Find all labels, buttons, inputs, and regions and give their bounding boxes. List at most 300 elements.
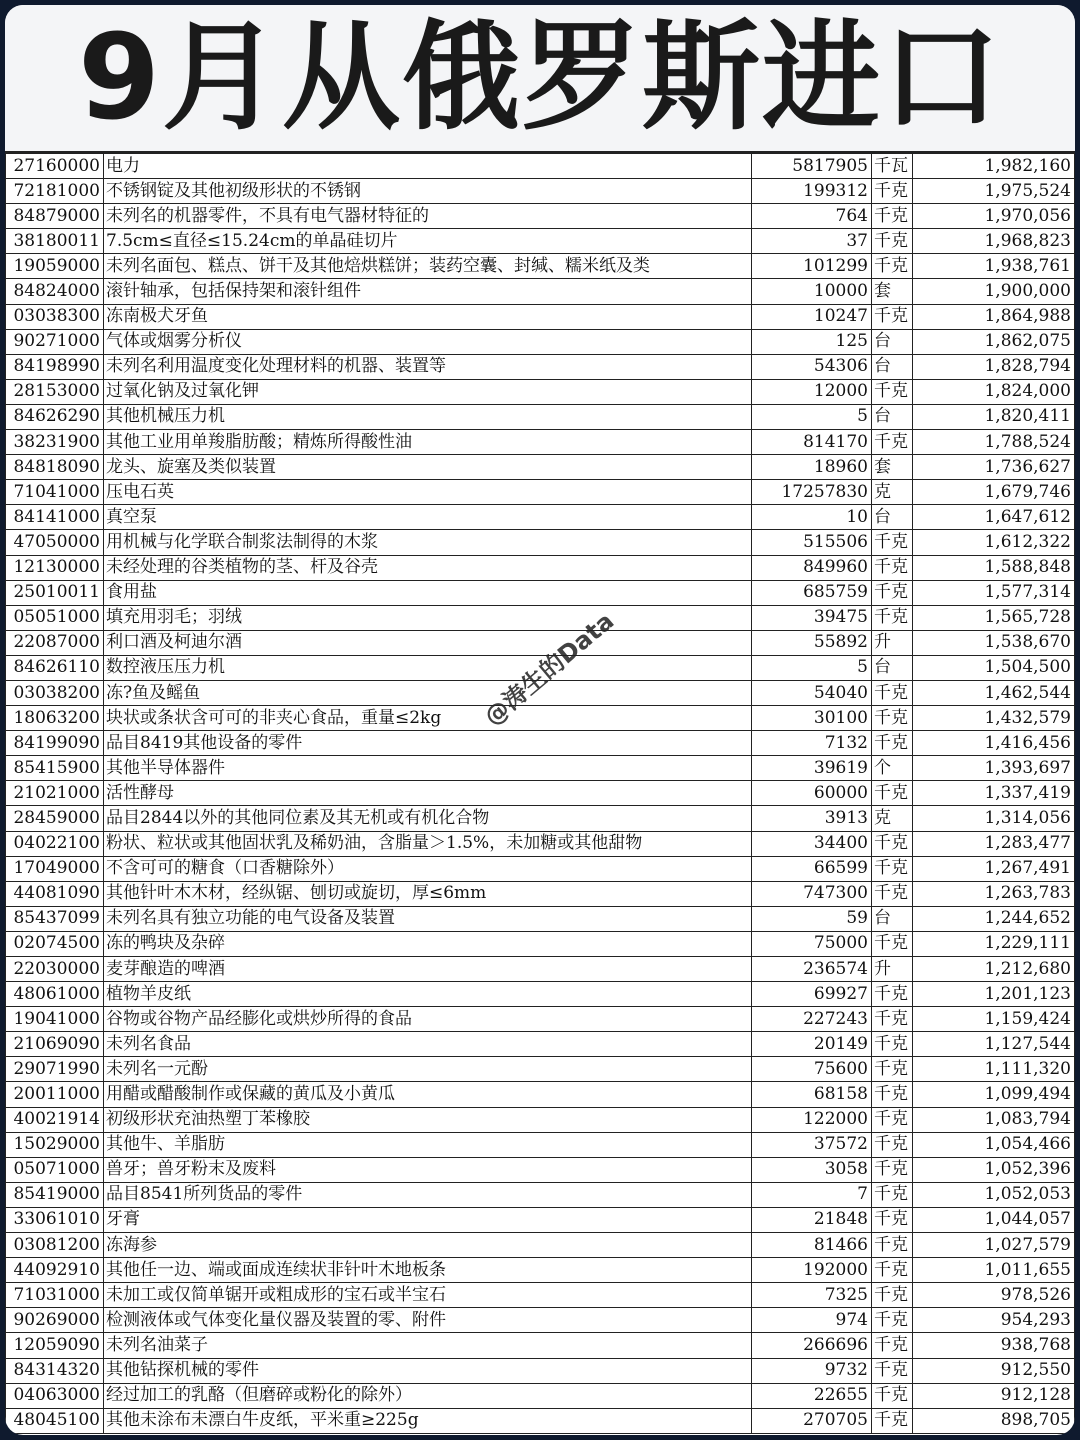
value-cell: 1,229,111 bbox=[913, 931, 1075, 956]
hs-code-cell: 71031000 bbox=[6, 1283, 104, 1308]
quantity-cell: 39475 bbox=[752, 605, 872, 630]
product-name-cell: 其他工业用单羧脂肪酸；精炼所得酸性油 bbox=[104, 430, 752, 455]
table-row bbox=[6, 1182, 1075, 1207]
unit-cell: 千克 bbox=[872, 254, 913, 279]
hs-code-cell: 44081090 bbox=[6, 881, 104, 906]
table-row bbox=[6, 906, 1075, 931]
table-row bbox=[6, 1207, 1075, 1232]
product-name-cell: 谷物或谷物产品经膨化或烘炒所得的食品 bbox=[104, 1007, 752, 1032]
value-cell: 1,504,500 bbox=[913, 655, 1075, 680]
hs-code-cell: 28459000 bbox=[6, 806, 104, 831]
table-row bbox=[6, 354, 1075, 379]
unit-cell: 套 bbox=[872, 279, 913, 304]
product-name-cell: 利口酒及柯迪尔酒 bbox=[104, 630, 752, 655]
unit-cell: 台 bbox=[872, 906, 913, 931]
unit-cell: 千克 bbox=[872, 856, 913, 881]
quantity-cell: 54040 bbox=[752, 680, 872, 705]
unit-cell: 千克 bbox=[872, 982, 913, 1007]
product-name-cell: 其他未涂布未漂白牛皮纸，平米重≥225g bbox=[104, 1408, 752, 1433]
quantity-cell: 17257830 bbox=[752, 480, 872, 505]
product-name-cell: 7.5cm≤直径≤15.24cm的单晶硅切片 bbox=[104, 229, 752, 254]
product-name-cell: 其他钻探机械的零件 bbox=[104, 1358, 752, 1383]
value-cell: 912,550 bbox=[913, 1358, 1075, 1383]
value-cell: 1,828,794 bbox=[913, 354, 1075, 379]
quantity-cell: 101299 bbox=[752, 254, 872, 279]
unit-cell: 台 bbox=[872, 329, 913, 354]
product-name-cell: 填充用羽毛；羽绒 bbox=[104, 605, 752, 630]
value-cell: 1,938,761 bbox=[913, 254, 1075, 279]
unit-cell: 千克 bbox=[872, 1408, 913, 1433]
value-cell: 1,824,000 bbox=[913, 379, 1075, 404]
hs-code-cell: 44092910 bbox=[6, 1258, 104, 1283]
table-row bbox=[6, 1383, 1075, 1408]
table-row bbox=[6, 580, 1075, 605]
quantity-cell: 30100 bbox=[752, 706, 872, 731]
hs-code-cell: 28153000 bbox=[6, 379, 104, 404]
value-cell: 1,679,746 bbox=[913, 480, 1075, 505]
hs-code-cell: 85415900 bbox=[6, 756, 104, 781]
product-name-cell: 未列名油菜子 bbox=[104, 1333, 752, 1358]
hs-code-cell: 04022100 bbox=[6, 831, 104, 856]
import-table-container bbox=[5, 151, 1075, 1435]
product-name-cell: 未列名利用温度变化处理材料的机器、装置等 bbox=[104, 354, 752, 379]
value-cell: 1,159,424 bbox=[913, 1007, 1075, 1032]
quantity-cell: 22655 bbox=[752, 1383, 872, 1408]
unit-cell: 千克 bbox=[872, 580, 913, 605]
table-row bbox=[6, 881, 1075, 906]
quantity-cell: 75600 bbox=[752, 1057, 872, 1082]
product-name-cell: 电力 bbox=[104, 154, 752, 179]
value-cell: 1,820,411 bbox=[913, 404, 1075, 429]
hs-code-cell: 84198990 bbox=[6, 354, 104, 379]
unit-cell: 千克 bbox=[872, 1182, 913, 1207]
quantity-cell: 54306 bbox=[752, 354, 872, 379]
table-row bbox=[6, 1408, 1075, 1433]
quantity-cell: 5 bbox=[752, 404, 872, 429]
product-name-cell: 植物羊皮纸 bbox=[104, 982, 752, 1007]
table-row bbox=[6, 505, 1075, 530]
product-name-cell: 其他机械压力机 bbox=[104, 404, 752, 429]
product-name-cell: 未列名食品 bbox=[104, 1032, 752, 1057]
value-cell: 1,011,655 bbox=[913, 1258, 1075, 1283]
quantity-cell: 20149 bbox=[752, 1032, 872, 1057]
quantity-cell: 5 bbox=[752, 655, 872, 680]
value-cell: 1,788,524 bbox=[913, 430, 1075, 455]
hs-code-cell: 85419000 bbox=[6, 1182, 104, 1207]
hs-code-cell: 19041000 bbox=[6, 1007, 104, 1032]
unit-cell: 千克 bbox=[872, 1308, 913, 1333]
unit-cell: 千克 bbox=[872, 680, 913, 705]
value-cell: 1,314,056 bbox=[913, 806, 1075, 831]
hs-code-cell: 22030000 bbox=[6, 957, 104, 982]
value-cell: 954,293 bbox=[913, 1308, 1075, 1333]
unit-cell: 升 bbox=[872, 957, 913, 982]
table-row bbox=[6, 1283, 1075, 1308]
quantity-cell: 125 bbox=[752, 329, 872, 354]
product-name-cell: 不含可可的糖食（口香糖除外） bbox=[104, 856, 752, 881]
value-cell: 1,044,057 bbox=[913, 1207, 1075, 1232]
product-name-cell: 初级形状充油热塑丁苯橡胶 bbox=[104, 1107, 752, 1132]
table-row bbox=[6, 856, 1075, 881]
value-cell: 1,283,477 bbox=[913, 831, 1075, 856]
unit-cell: 台 bbox=[872, 404, 913, 429]
quantity-cell: 3058 bbox=[752, 1157, 872, 1182]
value-cell: 1,538,670 bbox=[913, 630, 1075, 655]
unit-cell: 千克 bbox=[872, 605, 913, 630]
product-name-cell: 粉状、粒状或其他固状乳及稀奶油，含脂量＞1.5%，未加糖或其他甜物 bbox=[104, 831, 752, 856]
table-row bbox=[6, 430, 1075, 455]
product-name-cell: 活性酵母 bbox=[104, 781, 752, 806]
hs-code-cell: 48045100 bbox=[6, 1408, 104, 1433]
value-cell: 938,768 bbox=[913, 1333, 1075, 1358]
import-table-body bbox=[6, 154, 1075, 1434]
table-row bbox=[6, 279, 1075, 304]
product-name-cell: 品目8541所列货品的零件 bbox=[104, 1182, 752, 1207]
quantity-cell: 192000 bbox=[752, 1258, 872, 1283]
quantity-cell: 37572 bbox=[752, 1132, 872, 1157]
table-row bbox=[6, 204, 1075, 229]
product-name-cell: 滚针轴承，包括保持架和滚针组件 bbox=[104, 279, 752, 304]
hs-code-cell: 84818090 bbox=[6, 455, 104, 480]
product-name-cell: 未列名具有独立功能的电气设备及装置 bbox=[104, 906, 752, 931]
product-name-cell: 用醋或醋酸制作或保藏的黄瓜及小黄瓜 bbox=[104, 1082, 752, 1107]
value-cell: 1,970,056 bbox=[913, 204, 1075, 229]
unit-cell: 千克 bbox=[872, 1358, 913, 1383]
value-cell: 1,337,419 bbox=[913, 781, 1075, 806]
value-cell: 1,127,544 bbox=[913, 1032, 1075, 1057]
product-name-cell: 未列名面包、糕点、饼干及其他焙烘糕饼；装药空囊、封缄、糯米纸及类 bbox=[104, 254, 752, 279]
product-name-cell: 过氧化钠及过氧化钾 bbox=[104, 379, 752, 404]
unit-cell: 千克 bbox=[872, 1057, 913, 1082]
unit-cell: 千克 bbox=[872, 731, 913, 756]
table-row bbox=[6, 1132, 1075, 1157]
hs-code-cell: 05051000 bbox=[6, 605, 104, 630]
table-row bbox=[6, 555, 1075, 580]
quantity-cell: 236574 bbox=[752, 957, 872, 982]
product-name-cell: 其他任一边、端或面成连续状非针叶木地板条 bbox=[104, 1258, 752, 1283]
quantity-cell: 69927 bbox=[752, 982, 872, 1007]
product-name-cell: 兽牙；兽牙粉末及废料 bbox=[104, 1157, 752, 1182]
unit-cell: 千克 bbox=[872, 204, 913, 229]
quantity-cell: 7 bbox=[752, 1182, 872, 1207]
table-row bbox=[6, 379, 1075, 404]
unit-cell: 千克 bbox=[872, 179, 913, 204]
unit-cell: 台 bbox=[872, 655, 913, 680]
table-row bbox=[6, 1057, 1075, 1082]
product-name-cell: 压电石英 bbox=[104, 480, 752, 505]
unit-cell: 千瓦 bbox=[872, 154, 913, 179]
unit-cell: 千克 bbox=[872, 1283, 913, 1308]
hs-code-cell: 47050000 bbox=[6, 530, 104, 555]
unit-cell: 克 bbox=[872, 480, 913, 505]
unit-cell: 千克 bbox=[872, 530, 913, 555]
value-cell: 1,612,322 bbox=[913, 530, 1075, 555]
value-cell: 1,263,783 bbox=[913, 881, 1075, 906]
value-cell: 1,968,823 bbox=[913, 229, 1075, 254]
quantity-cell: 747300 bbox=[752, 881, 872, 906]
title-banner bbox=[5, 5, 1075, 151]
table-row bbox=[6, 1258, 1075, 1283]
hs-code-cell: 84314320 bbox=[6, 1358, 104, 1383]
hs-code-cell: 84199090 bbox=[6, 731, 104, 756]
hs-code-cell: 84626110 bbox=[6, 655, 104, 680]
quantity-cell: 10 bbox=[752, 505, 872, 530]
table-row bbox=[6, 706, 1075, 731]
page-frame bbox=[5, 5, 1075, 1435]
value-cell: 898,705 bbox=[913, 1408, 1075, 1433]
product-name-cell: 品目8419其他设备的零件 bbox=[104, 731, 752, 756]
value-cell: 1,201,123 bbox=[913, 982, 1075, 1007]
hs-code-cell: 22087000 bbox=[6, 630, 104, 655]
table-row bbox=[6, 831, 1075, 856]
product-name-cell: 经过加工的乳酪（但磨碎或粉化的除外） bbox=[104, 1383, 752, 1408]
quantity-cell: 10000 bbox=[752, 279, 872, 304]
product-name-cell: 其他牛、羊脂肪 bbox=[104, 1132, 752, 1157]
table-row bbox=[6, 982, 1075, 1007]
product-name-cell: 未列名一元酚 bbox=[104, 1057, 752, 1082]
unit-cell: 千克 bbox=[872, 379, 913, 404]
unit-cell: 千克 bbox=[872, 931, 913, 956]
value-cell: 1,647,612 bbox=[913, 505, 1075, 530]
table-row bbox=[6, 304, 1075, 329]
product-name-cell: 牙膏 bbox=[104, 1207, 752, 1232]
unit-cell: 千克 bbox=[872, 1082, 913, 1107]
product-name-cell: 其他半导体器件 bbox=[104, 756, 752, 781]
unit-cell: 千克 bbox=[872, 1383, 913, 1408]
hs-code-cell: 90269000 bbox=[6, 1308, 104, 1333]
product-name-cell: 龙头、旋塞及类似装置 bbox=[104, 455, 752, 480]
unit-cell: 千克 bbox=[872, 1107, 913, 1132]
table-row bbox=[6, 254, 1075, 279]
unit-cell: 升 bbox=[872, 630, 913, 655]
import-table bbox=[5, 153, 1075, 1434]
hs-code-cell: 25010011 bbox=[6, 580, 104, 605]
hs-code-cell: 18063200 bbox=[6, 706, 104, 731]
unit-cell: 台 bbox=[872, 505, 913, 530]
table-row bbox=[6, 781, 1075, 806]
hs-code-cell: 85437099 bbox=[6, 906, 104, 931]
value-cell: 1,736,627 bbox=[913, 455, 1075, 480]
hs-code-cell: 21069090 bbox=[6, 1032, 104, 1057]
table-row bbox=[6, 957, 1075, 982]
table-row bbox=[6, 1233, 1075, 1258]
unit-cell: 千克 bbox=[872, 304, 913, 329]
hs-code-cell: 12059090 bbox=[6, 1333, 104, 1358]
quantity-cell: 515506 bbox=[752, 530, 872, 555]
product-name-cell: 冻海参 bbox=[104, 1233, 752, 1258]
quantity-cell: 764 bbox=[752, 204, 872, 229]
product-name-cell: 未经处理的谷类植物的茎、杆及谷壳 bbox=[104, 555, 752, 580]
quantity-cell: 227243 bbox=[752, 1007, 872, 1032]
quantity-cell: 685759 bbox=[752, 580, 872, 605]
value-cell: 1,416,456 bbox=[913, 731, 1075, 756]
hs-code-cell: 19059000 bbox=[6, 254, 104, 279]
quantity-cell: 81466 bbox=[752, 1233, 872, 1258]
hs-code-cell: 84626290 bbox=[6, 404, 104, 429]
product-name-cell: 食用盐 bbox=[104, 580, 752, 605]
hs-code-cell: 04063000 bbox=[6, 1383, 104, 1408]
value-cell: 1,083,794 bbox=[913, 1107, 1075, 1132]
quantity-cell: 7132 bbox=[752, 731, 872, 756]
value-cell: 978,526 bbox=[913, 1283, 1075, 1308]
unit-cell: 千克 bbox=[872, 1032, 913, 1057]
product-name-cell: 冻?鱼及鳐鱼 bbox=[104, 680, 752, 705]
product-name-cell: 冻的鸭块及杂碎 bbox=[104, 931, 752, 956]
hs-code-cell: 12130000 bbox=[6, 555, 104, 580]
product-name-cell: 其他针叶木木材，经纵锯、刨切或旋切，厚≤6mm bbox=[104, 881, 752, 906]
table-row bbox=[6, 931, 1075, 956]
value-cell: 1,565,728 bbox=[913, 605, 1075, 630]
hs-code-cell: 84141000 bbox=[6, 505, 104, 530]
quantity-cell: 34400 bbox=[752, 831, 872, 856]
unit-cell: 个 bbox=[872, 756, 913, 781]
unit-cell: 套 bbox=[872, 455, 913, 480]
value-cell: 1,052,396 bbox=[913, 1157, 1075, 1182]
unit-cell: 千克 bbox=[872, 555, 913, 580]
unit-cell: 千克 bbox=[872, 1157, 913, 1182]
table-row bbox=[6, 229, 1075, 254]
table-row bbox=[6, 1157, 1075, 1182]
hs-code-cell: 03038200 bbox=[6, 680, 104, 705]
table-row bbox=[6, 1082, 1075, 1107]
quantity-cell: 814170 bbox=[752, 430, 872, 455]
page-title: 9月从俄罗斯进口 bbox=[77, 8, 1003, 146]
value-cell: 1,054,466 bbox=[913, 1132, 1075, 1157]
value-cell: 1,244,652 bbox=[913, 906, 1075, 931]
table-row bbox=[6, 1007, 1075, 1032]
product-name-cell: 麦芽酿造的啤酒 bbox=[104, 957, 752, 982]
watermark: @涛生的Data bbox=[478, 606, 620, 732]
hs-code-cell: 84824000 bbox=[6, 279, 104, 304]
hs-code-cell: 90271000 bbox=[6, 329, 104, 354]
value-cell: 912,128 bbox=[913, 1383, 1075, 1408]
hs-code-cell: 20011000 bbox=[6, 1082, 104, 1107]
value-cell: 1,982,160 bbox=[913, 154, 1075, 179]
quantity-cell: 849960 bbox=[752, 555, 872, 580]
table-row bbox=[6, 756, 1075, 781]
unit-cell: 千克 bbox=[872, 1258, 913, 1283]
table-row bbox=[6, 530, 1075, 555]
product-name-cell: 真空泵 bbox=[104, 505, 752, 530]
product-name-cell: 冻南极犬牙鱼 bbox=[104, 304, 752, 329]
unit-cell: 千克 bbox=[872, 430, 913, 455]
table-row bbox=[6, 1032, 1075, 1057]
quantity-cell: 68158 bbox=[752, 1082, 872, 1107]
unit-cell: 千克 bbox=[872, 831, 913, 856]
quantity-cell: 3913 bbox=[752, 806, 872, 831]
hs-code-cell: 38231900 bbox=[6, 430, 104, 455]
table-row bbox=[6, 154, 1075, 179]
unit-cell: 千克 bbox=[872, 1132, 913, 1157]
quantity-cell: 266696 bbox=[752, 1333, 872, 1358]
hs-code-cell: 71041000 bbox=[6, 480, 104, 505]
unit-cell: 台 bbox=[872, 354, 913, 379]
value-cell: 1,027,579 bbox=[913, 1233, 1075, 1258]
value-cell: 1,111,320 bbox=[913, 1057, 1075, 1082]
product-name-cell: 气体或烟雾分析仪 bbox=[104, 329, 752, 354]
unit-cell: 千克 bbox=[872, 1007, 913, 1032]
value-cell: 1,577,314 bbox=[913, 580, 1075, 605]
hs-code-cell: 17049000 bbox=[6, 856, 104, 881]
table-row bbox=[6, 1308, 1075, 1333]
unit-cell: 千克 bbox=[872, 1333, 913, 1358]
value-cell: 1,267,491 bbox=[913, 856, 1075, 881]
quantity-cell: 10247 bbox=[752, 304, 872, 329]
hs-code-cell: 02074500 bbox=[6, 931, 104, 956]
quantity-cell: 37 bbox=[752, 229, 872, 254]
table-row bbox=[6, 329, 1075, 354]
quantity-cell: 199312 bbox=[752, 179, 872, 204]
hs-code-cell: 27160000 bbox=[6, 154, 104, 179]
table-row bbox=[6, 605, 1075, 630]
hs-code-cell: 72181000 bbox=[6, 179, 104, 204]
value-cell: 1,900,000 bbox=[913, 279, 1075, 304]
product-name-cell: 数控液压压力机 bbox=[104, 655, 752, 680]
quantity-cell: 60000 bbox=[752, 781, 872, 806]
product-name-cell: 未列名的机器零件，不具有电气器材特征的 bbox=[104, 204, 752, 229]
product-name-cell: 块状或条状含可可的非夹心食品，重量≤2kg bbox=[104, 706, 752, 731]
value-cell: 1,052,053 bbox=[913, 1182, 1075, 1207]
unit-cell: 千克 bbox=[872, 781, 913, 806]
hs-code-cell: 29071990 bbox=[6, 1057, 104, 1082]
quantity-cell: 59 bbox=[752, 906, 872, 931]
table-row bbox=[6, 1358, 1075, 1383]
value-cell: 1,432,579 bbox=[913, 706, 1075, 731]
unit-cell: 千克 bbox=[872, 706, 913, 731]
unit-cell: 千克 bbox=[872, 1207, 913, 1232]
quantity-cell: 7325 bbox=[752, 1283, 872, 1308]
value-cell: 1,212,680 bbox=[913, 957, 1075, 982]
table-row bbox=[6, 1107, 1075, 1132]
quantity-cell: 5817905 bbox=[752, 154, 872, 179]
product-name-cell: 不锈钢锭及其他初级形状的不锈钢 bbox=[104, 179, 752, 204]
unit-cell: 克 bbox=[872, 806, 913, 831]
hs-code-cell: 21021000 bbox=[6, 781, 104, 806]
value-cell: 1,862,075 bbox=[913, 329, 1075, 354]
quantity-cell: 66599 bbox=[752, 856, 872, 881]
quantity-cell: 12000 bbox=[752, 379, 872, 404]
value-cell: 1,864,988 bbox=[913, 304, 1075, 329]
hs-code-cell: 40021914 bbox=[6, 1107, 104, 1132]
product-name-cell: 未加工或仅简单锯开或粗成形的宝石或半宝石 bbox=[104, 1283, 752, 1308]
quantity-cell: 9732 bbox=[752, 1358, 872, 1383]
unit-cell: 千克 bbox=[872, 229, 913, 254]
value-cell: 1,975,524 bbox=[913, 179, 1075, 204]
table-row bbox=[6, 480, 1075, 505]
quantity-cell: 21848 bbox=[752, 1207, 872, 1232]
value-cell: 1,588,848 bbox=[913, 555, 1075, 580]
quantity-cell: 974 bbox=[752, 1308, 872, 1333]
table-row bbox=[6, 1333, 1075, 1358]
table-row bbox=[6, 455, 1075, 480]
quantity-cell: 55892 bbox=[752, 630, 872, 655]
quantity-cell: 270705 bbox=[752, 1408, 872, 1433]
quantity-cell: 122000 bbox=[752, 1107, 872, 1132]
unit-cell: 千克 bbox=[872, 1233, 913, 1258]
table-row bbox=[6, 731, 1075, 756]
hs-code-cell: 38180011 bbox=[6, 229, 104, 254]
table-row bbox=[6, 179, 1075, 204]
table-row bbox=[6, 806, 1075, 831]
hs-code-cell: 84879000 bbox=[6, 204, 104, 229]
quantity-cell: 18960 bbox=[752, 455, 872, 480]
quantity-cell: 75000 bbox=[752, 931, 872, 956]
product-name-cell: 品目2844以外的其他同位素及其无机或有机化合物 bbox=[104, 806, 752, 831]
hs-code-cell: 03081200 bbox=[6, 1233, 104, 1258]
table-row bbox=[6, 404, 1075, 429]
unit-cell: 千克 bbox=[872, 881, 913, 906]
hs-code-cell: 05071000 bbox=[6, 1157, 104, 1182]
